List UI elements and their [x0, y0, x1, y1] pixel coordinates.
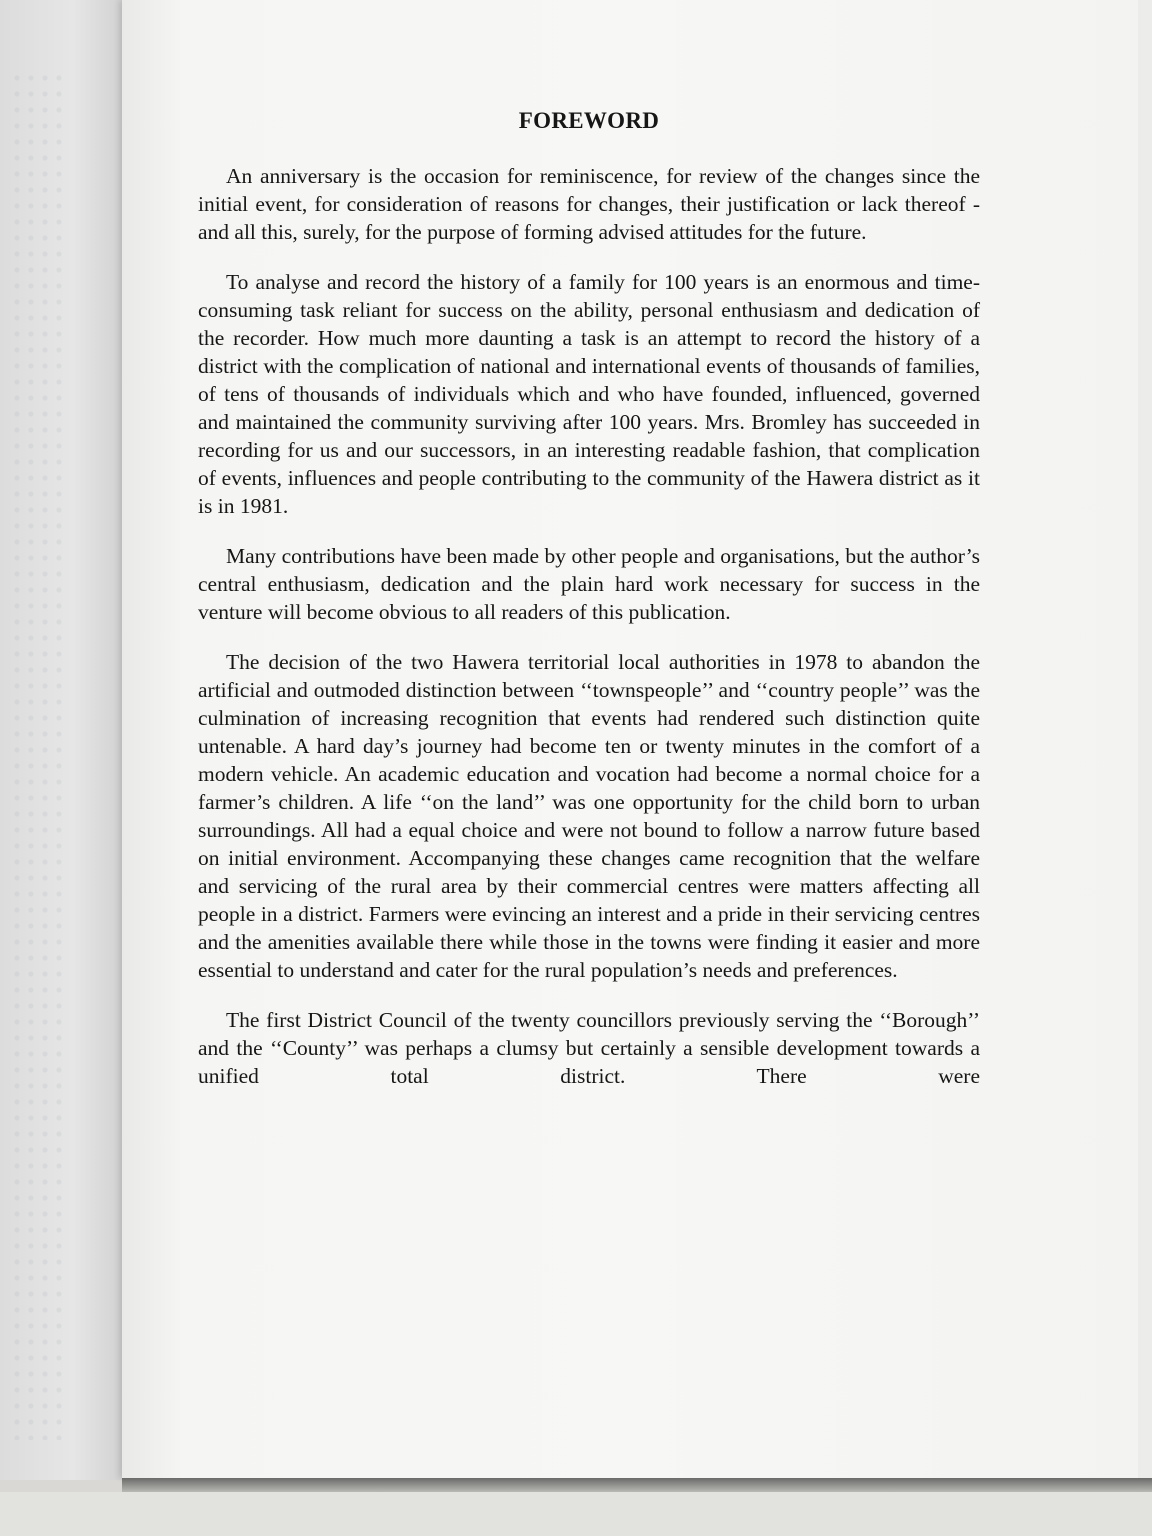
foreword-paragraph-1: An anniversary is the occasion for reminiscence, for review of the changes since the initial event, for consideration of reasons for changes, their justification or lack thereof - and all this, surely, for the purpose of forming advised attitudes for the future.: [198, 164, 980, 244]
book-cover-edge: [0, 0, 122, 1480]
page-bottom-shadow: [122, 1478, 1152, 1492]
foreword-heading: FOREWORD: [518, 108, 660, 133]
foreword-paragraph-2: To analyse and record the history of a family for 100 years is an enormous and time-consuming task reliant for success on the ability, personal enthusiasm and dedication of the recorder. How much more daunting a task is an attempt to record the history of a district with the complication of national and international events of thousands of families, of tens of thousands of individuals which and who have founded, influenced, governed and maintained the community surviving after 100 years. Mrs. Bromley has succeeded in recording for us and our successors, in an interesting readable fashion, that complication of events, influences and people contributing to the community of the Hawera district as it is in 1981.: [198, 270, 980, 518]
page-edge: [1138, 0, 1152, 1478]
foreword-paragraph-4: The decision of the two Hawera territorial local authorities in 1978 to abandon the artificial and outmoded distinction between ‘‘townspeople’’ and ‘‘country people’’ was the culmination of increasing recognition that events had rendered such distinction quite untenable. A hard day’s journey had become ten or twenty minutes in the comfort of a modern vehicle. An academic education and vocation had become a normal choice for a farmer’s children. A life ‘‘on the land’’ was one opportunity for the child born to urban surroundings. All had a equal choice and were not bound to follow a narrow future based on initial environment. Accompanying these changes came recognition that the welfare and servicing of the rural area by their commercial centres were matters affecting all people in a district. Farmers were evincing an interest and a pride in their servicing centres and the amenities available there while those in the towns were finding it easier and more essential to understand and cater for the rural population’s needs and preferences.: [198, 650, 980, 982]
foreword-paragraph-3: Many contributions have been made by other people and organisations, but the author’s central enthusiasm, dedication and the plain hard work necessary for success in the venture will become obvious to all readers of this publication.: [198, 544, 980, 624]
foreword-paragraph-5: The first District Council of the twenty councillors previously serving the ‘‘Borough’’ and the ‘‘County’’ was perhaps a clumsy but certainly a sensible development towards a unified total district. There were: [198, 1008, 980, 1088]
cover-pattern: [10, 70, 70, 1440]
table-surface: [0, 1492, 1152, 1536]
foreword-section: [198, 108, 980, 1112]
